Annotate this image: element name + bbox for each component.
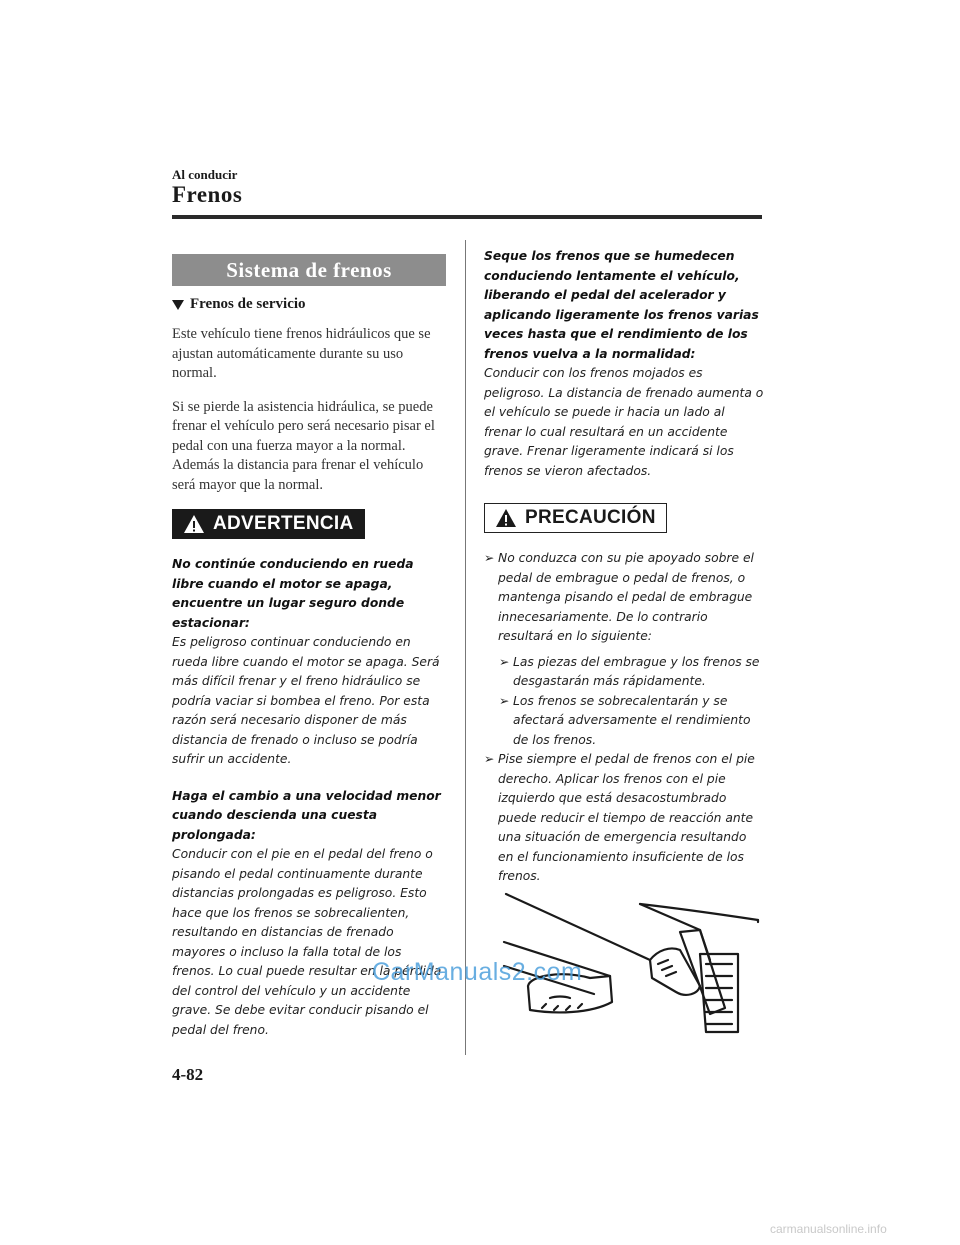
caution-item: ➢ No conduzca con su pie apoyado sobre el pedal de embrague o pedal de frenos, o mantenga pisando el pedal de embrague innecesariamente. De lo contrario resultará en lo siguiente:: [484, 549, 764, 647]
caution-subitem: ➢ Las piezas del embrague y los frenos se desgastarán más rápidamente.: [499, 653, 764, 692]
warning-item: [172, 787, 446, 1041]
triangle-down-icon: [172, 300, 184, 310]
warning-label-box: [172, 509, 365, 539]
caution-list: [484, 549, 764, 887]
caution-triangle-icon: [495, 508, 517, 528]
chapter-label: Al conducir: [172, 167, 238, 182]
caution-label: PRECAUCIÓN: [525, 507, 656, 528]
subheading-text: Frenos de servicio: [190, 296, 306, 312]
warning-text: Es peligroso continuar conduciendo en rueda libre cuando el motor se apaga. Será más difícil frenar y el freno hidráulico se podría vaciar si bombea el freno. Por esta razón será necesario disponer de más distancia de frenado o incluso se podría sufrir un accidente.: [172, 635, 440, 766]
warning-heading: Haga el cambio a una velocidad menor cuando descienda una cuesta prolongada:: [172, 788, 441, 842]
caution-label-box: [484, 503, 667, 533]
arrow-bullet-icon: ➢: [484, 752, 495, 766]
arrow-bullet-icon: ➢: [484, 551, 495, 565]
caution-subitem: ➢ Los frenos se sobrecalentarán y se afectará adversamente el rendimiento de los frenos.: [499, 692, 764, 751]
left-column: [172, 254, 446, 1040]
arrow-bullet-icon: ➢: [499, 693, 510, 708]
section-title: Frenos: [172, 182, 243, 207]
section-banner: Sistema de frenos: [172, 254, 446, 286]
page-number: 4-82: [172, 1065, 204, 1084]
watermark: CarManuals2.com: [372, 958, 583, 986]
body-paragraph: Si se pierde la asistencia hidráulica, se puede frenar el vehículo pero será necesario pisar el pedal con una fuerza mayor a la normal. Además la distancia para frenar el vehículo será mayor que la normal.: [172, 398, 435, 493]
body-paragraph: Este vehículo tiene frenos hidráulicos que se ajustan automáticamente durante su uso normal.: [172, 326, 431, 381]
column-divider: [465, 240, 466, 1055]
warning-triangle-icon: [183, 514, 205, 534]
header-rule: [172, 215, 762, 219]
caution-item: ➢ Pise siempre el pedal de frenos con el pie derecho. Aplicar los frenos con el pie izquierdo que está desacostumbrado puede reducir el tiempo de reacción ante una situación de emergencia resultando en el funcionamiento insuficiente de los frenos.: [484, 750, 764, 887]
warning-item: [484, 247, 764, 481]
warning-label: ADVERTENCIA: [213, 513, 354, 534]
warning-heading: Seque los frenos que se humedecen conduciendo lentamente el vehículo, liberando el pedal del acelerador y aplicando ligeramente los frenos varias veces hasta que el rendimiento de los frenos vuelva a la normalidad:: [484, 249, 759, 361]
arrow-bullet-icon: ➢: [499, 654, 510, 669]
warning-text: Conducir con los frenos mojados es peligroso. La distancia de frenado aumenta o el vehículo se puede ir hacia un lado al frenar lo cual resultará en un accidente grave. Frenar ligeramente indicará si los frenos se vieron afectados.: [484, 366, 764, 478]
warning-text: Conducir con el pie en el pedal del freno o pisando el pedal continuamente durante distancias prolongadas es peligroso. Esto hace que los frenos se sobrecalienten, resultando en distancias de frenado mayores o incluso la falla total de los frenos. Lo cual puede resultar en la pérdida del control del vehículo y un accidente grave. Se debe evitar conducir pisando el pedal del freno.: [172, 847, 442, 1037]
subheading: [172, 296, 446, 313]
warning-heading: No continúe conduciendo en rueda libre cuando el motor se apaga, encuentre un lugar seguro donde estacionar:: [172, 557, 414, 630]
footer-watermark: carmanualsonline.info: [770, 1222, 887, 1236]
warning-item: [172, 555, 446, 770]
right-column: [484, 247, 764, 887]
